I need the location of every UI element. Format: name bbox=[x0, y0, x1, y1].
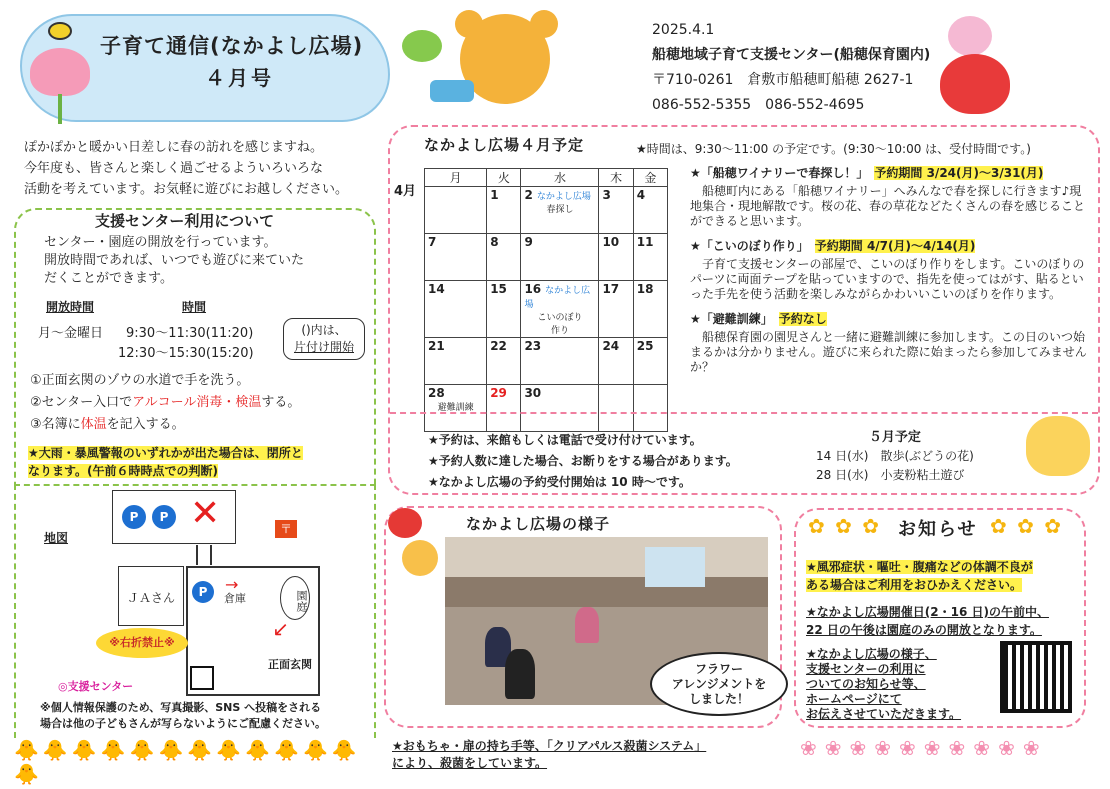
event-period: 予約期間 4/7(月)～4/14(月) bbox=[814, 239, 976, 253]
playground-label: 園庭 bbox=[280, 576, 310, 620]
notice-1 bbox=[806, 558, 1033, 594]
calendar-day bbox=[487, 385, 521, 432]
calendar-day bbox=[633, 234, 667, 281]
calendar-day bbox=[599, 338, 633, 385]
calendar-day bbox=[633, 338, 667, 385]
map-label: 地図 bbox=[44, 531, 69, 545]
time-afternoon: 12:30～15:30(15:20) bbox=[118, 346, 254, 361]
step-2 bbox=[30, 392, 300, 414]
day-number: 3 bbox=[602, 188, 611, 202]
reservation-line: ★予約人数に達した場合、お断りをする場合があります。 bbox=[428, 454, 738, 468]
day-number: 2 bbox=[524, 188, 533, 202]
flower-icons: ✿ ✿ ✿ bbox=[808, 514, 881, 538]
issue-date: 2025.4.1 bbox=[652, 22, 715, 38]
calendar-week bbox=[425, 338, 668, 385]
calendar-body bbox=[425, 187, 668, 432]
warning-line: ★大雨・暴風警報のいずれかが出た場合は、閉所と bbox=[28, 446, 303, 460]
arrow-right-icon: → bbox=[225, 575, 239, 594]
event-heading bbox=[690, 164, 1092, 181]
arrow-down-icon: ↓ bbox=[265, 615, 295, 645]
day-number: 1 bbox=[490, 188, 499, 202]
caption-line: により、殺菌をしています。 bbox=[392, 756, 548, 770]
calendar-day bbox=[487, 338, 521, 385]
event-title: ★「避難訓練」 bbox=[690, 312, 773, 326]
address: 〒710-0261 倉敷市船穂町船穂 2627-1 bbox=[652, 72, 914, 88]
calendar-week bbox=[425, 385, 668, 432]
no-entry-icon: ✕ bbox=[190, 493, 221, 534]
calendar-day bbox=[633, 187, 667, 234]
step-2-end: する。 bbox=[261, 395, 301, 410]
usage-text bbox=[44, 234, 304, 288]
cat-illustration bbox=[1026, 416, 1090, 476]
cleanup-note-line: ()内は、 bbox=[301, 323, 347, 337]
flower-border: ❀❀❀❀❀❀❀❀❀❀ bbox=[800, 736, 1048, 760]
tulip-stem bbox=[58, 94, 62, 124]
calendar-day bbox=[633, 385, 667, 432]
calendar-day bbox=[487, 234, 521, 281]
event-description: 子育て支援センターの部屋で、こいのぼり作りをします。こいのぼりのパーツに両面テープを貼っていますので、指先を使ってはがす、貼るといった手先を使う活動を楽しみながらかわいいこいのぼりを作ります。 bbox=[690, 257, 1085, 301]
step-2-highlight: アルコール消毒・検温 bbox=[132, 395, 262, 410]
calendar-day bbox=[521, 234, 599, 281]
day-number: 30 bbox=[524, 386, 542, 400]
phone-numbers: 086-552-5355 086-552-4695 bbox=[652, 97, 865, 113]
step-3-highlight: 体温 bbox=[80, 417, 107, 432]
support-center-label: ◎支援センター bbox=[58, 680, 134, 693]
open-hours-label: 開放時間 bbox=[46, 300, 95, 314]
day-number: 16 bbox=[524, 282, 542, 296]
calendar-week bbox=[425, 281, 668, 338]
april-calendar bbox=[424, 168, 668, 432]
may-title: ５月予定 bbox=[868, 430, 921, 445]
usage-line: だくことができます。 bbox=[44, 271, 173, 286]
intro-line: ぽかぽかと暖かい日差しに春の訪れを感じますね。 bbox=[24, 140, 324, 155]
issue-label: ４月号 bbox=[205, 66, 274, 90]
newsletter-title: 子育て通信(なかよし広場) bbox=[100, 34, 364, 58]
may-schedule bbox=[816, 428, 974, 485]
notice-line: お伝えさせていただきます。 bbox=[806, 707, 962, 721]
event-period: 予約期間 3/24(月)～3/31(月) bbox=[874, 166, 1044, 180]
notice-title: お知らせ bbox=[898, 519, 978, 540]
divider bbox=[390, 412, 1098, 414]
sterilization-note bbox=[392, 738, 706, 772]
usage-line: センター・園庭の開放を行っています。 bbox=[44, 235, 277, 250]
step-3-text: ③名簿に bbox=[30, 417, 81, 432]
calendar-day bbox=[425, 338, 487, 385]
qr-code[interactable] bbox=[1000, 641, 1072, 713]
calendar-day bbox=[521, 281, 599, 338]
day-number: 11 bbox=[636, 235, 654, 249]
day-header: 火 bbox=[487, 169, 521, 187]
photo-title: なかよし広場の様子 bbox=[466, 515, 611, 533]
bubble-line: フラワー bbox=[694, 662, 743, 676]
reservation-line: ★なかよし広場の予約受付開始は 10 時～です。 bbox=[428, 475, 691, 489]
event-item bbox=[690, 164, 1092, 229]
center-marker bbox=[190, 666, 214, 690]
warehouse-label: 倉庫 bbox=[224, 592, 246, 605]
calendar-day bbox=[521, 338, 599, 385]
day-header: 金 bbox=[633, 169, 667, 187]
post-office-icon: 〒 bbox=[275, 520, 297, 538]
day-number: 23 bbox=[524, 339, 542, 353]
bubble-line: アレンジメントを bbox=[671, 677, 767, 691]
parking-icon: P bbox=[122, 505, 146, 529]
event-heading bbox=[690, 310, 1092, 327]
weekdays: 月～金曜日 bbox=[38, 326, 104, 341]
intro-line: 活動を考えています。お気軽に遊びにお越しください。 bbox=[24, 182, 348, 197]
notice-line: ★なかよし広場開催日(2・16 日)の午前中、 bbox=[806, 605, 1049, 619]
event-item bbox=[690, 310, 1092, 375]
heart-balloon-illustration bbox=[388, 508, 422, 538]
crosswalk bbox=[196, 545, 212, 565]
day-header: 水 bbox=[521, 169, 599, 187]
cleanup-note-line: 片付け開始 bbox=[293, 340, 354, 354]
day-header: 木 bbox=[599, 169, 633, 187]
calendar-day bbox=[599, 281, 633, 338]
chick-border: 🐥🐥🐥🐥🐥🐥🐥🐥🐥🐥🐥🐥🐥 bbox=[14, 738, 361, 786]
day-number: 7 bbox=[428, 235, 437, 249]
day-header: 月 bbox=[425, 169, 487, 187]
warning-line: なります。(午前６時時点での判断) bbox=[28, 464, 219, 478]
event-name: こいのぼり bbox=[537, 313, 583, 323]
event-heading bbox=[690, 237, 1092, 254]
notice-2 bbox=[806, 603, 1049, 639]
day-number: 10 bbox=[602, 235, 620, 249]
time-note: ★時間は、9:30～11:00 の予定です。(9:30～10:00 は、受付時間です。) bbox=[636, 142, 1031, 156]
day-number: 14 bbox=[428, 282, 445, 296]
event-tag: なかよし広場 bbox=[536, 192, 591, 202]
day-number: 22 bbox=[490, 339, 507, 353]
day-number: 9 bbox=[524, 235, 533, 249]
notice-3 bbox=[806, 647, 961, 722]
calendar-month: 4月 bbox=[394, 184, 417, 199]
speech-bubble bbox=[650, 652, 788, 716]
notice-line: ついてのお知らせ等、 bbox=[806, 677, 926, 691]
time-label: 時間 bbox=[182, 300, 207, 314]
calendar-day bbox=[599, 234, 633, 281]
calendar-day bbox=[599, 385, 633, 432]
intro-text bbox=[24, 137, 384, 200]
bee-illustration bbox=[48, 22, 72, 40]
step-2-text: ②センター入口で bbox=[30, 395, 133, 410]
calendar-day bbox=[487, 187, 521, 234]
organization-name: 船穂地域子育て支援センター(船穂保育園内) bbox=[652, 47, 931, 63]
calendar-day bbox=[425, 281, 487, 338]
day-number: 18 bbox=[636, 282, 654, 296]
day-number: 4 bbox=[636, 188, 646, 202]
step-3-end: を記入する。 bbox=[106, 417, 185, 432]
day-number: 24 bbox=[602, 339, 620, 353]
usage-title: 支援センター利用について bbox=[95, 212, 275, 230]
day-number: 17 bbox=[602, 282, 620, 296]
event-period: 予約なし bbox=[778, 312, 827, 326]
event-title: ★「こいのぼり作り」 bbox=[690, 239, 809, 253]
intro-line: 今年度も、皆さんと楽しく過ごせるよういろいろな bbox=[24, 161, 324, 176]
reservation-line: ★予約は、来館もしくは電話で受け付けています。 bbox=[428, 433, 702, 447]
privacy-line: 場合は他の子どもさんが写らないようにご配慮ください。 bbox=[40, 717, 326, 730]
notice-line: ★風邪症状・嘔吐・腹痛などの体調不良が bbox=[806, 560, 1033, 574]
notice-line: ある場合はご利用をおひかえください。 bbox=[806, 578, 1023, 592]
event-name: 作り bbox=[550, 326, 569, 336]
event-title: ★「船穂ワイナリーで春探し！」 bbox=[690, 166, 869, 180]
schedule-title: なかよし広場４月予定 bbox=[424, 136, 585, 154]
event-description: 船穂保育園の園児さんと一緒に避難訓練に参加します。この日のいつ始まるかは分かりません。遊びに来られた際に始まったら参加してみませんか？ bbox=[690, 330, 1087, 374]
privacy-line: ※個人情報保護のため、写真撮影、SNS へ投稿をされる bbox=[40, 701, 322, 714]
usage-line: 開放時間であれば、いつでも遊びに来ていた bbox=[44, 253, 305, 268]
step-3 bbox=[30, 414, 300, 436]
calendar-day bbox=[633, 281, 667, 338]
day-number: 28 bbox=[428, 386, 445, 400]
may-row: 14 日(水) 散歩(ぶどうの花) bbox=[816, 449, 974, 463]
calendar-day bbox=[521, 187, 599, 234]
calendar-day bbox=[599, 187, 633, 234]
no-right-turn: ※右折禁止※ bbox=[96, 628, 188, 658]
event-description: 船穂町内にある「船穂ワイナリー」へみんなで春を探しに行きます♪現地集合・現地解散です。桜の花、春の草花などたくさんの春を感じることができると思います。 bbox=[690, 184, 1086, 228]
notice-line: 支援センターの利用に bbox=[806, 662, 926, 676]
cleanup-note bbox=[283, 318, 365, 360]
day-number: 21 bbox=[428, 339, 445, 353]
parking-icon: P bbox=[152, 505, 176, 529]
event-item bbox=[690, 237, 1092, 302]
bubble-line: しました！ bbox=[688, 692, 749, 706]
main-entrance-label: 正面玄関 bbox=[268, 658, 312, 671]
calendar-day bbox=[521, 385, 599, 432]
weather-warning bbox=[28, 444, 303, 480]
calendar-day bbox=[425, 234, 487, 281]
header-info bbox=[652, 18, 930, 118]
notice-line: 22 日の午後は園庭のみの開放となります。 bbox=[806, 623, 1042, 637]
notice-line: ホームページにて bbox=[806, 692, 902, 706]
caption-line: ★おもちゃ・扉の持ち手等、「クリアパルス殺菌システム」 bbox=[392, 739, 707, 753]
flower-icons: ✿ ✿ ✿ bbox=[990, 514, 1063, 538]
day-number: 29 bbox=[490, 386, 507, 400]
red-tulip-illustration bbox=[940, 54, 1010, 114]
calendar-day bbox=[425, 187, 487, 234]
calendar-day bbox=[425, 385, 487, 432]
watering-can-illustration bbox=[430, 80, 474, 102]
day-number: 15 bbox=[490, 282, 507, 296]
notice-line: ★なかよし広場の様子、 bbox=[806, 647, 937, 661]
day-number: 8 bbox=[490, 235, 499, 249]
day-number: 25 bbox=[636, 339, 654, 353]
time-morning: 9:30～11:30(11:20) bbox=[126, 326, 254, 341]
may-row: 28 日(水) 小麦粉粘土遊び bbox=[816, 468, 965, 482]
cat-illustration bbox=[402, 540, 438, 576]
privacy-note bbox=[40, 700, 326, 732]
calendar-day bbox=[487, 281, 521, 338]
event-tag: なかよし広場 bbox=[524, 286, 591, 310]
tulip-illustration bbox=[30, 48, 90, 96]
event-name: 避難訓練 bbox=[437, 403, 474, 413]
entry-steps bbox=[30, 370, 300, 436]
calendar-week bbox=[425, 234, 668, 281]
step-1: ①正面玄関のゾウの水道で手を洗う。 bbox=[30, 373, 250, 388]
bunny-illustration bbox=[948, 16, 992, 56]
calendar-week bbox=[425, 187, 668, 234]
ja-building: ＪＡさん bbox=[118, 566, 184, 626]
parking-icon: P bbox=[192, 581, 214, 603]
event-name: 春探し bbox=[546, 205, 574, 215]
reservation-notes bbox=[428, 430, 738, 493]
frog-illustration bbox=[402, 30, 442, 62]
event-list bbox=[690, 164, 1092, 383]
